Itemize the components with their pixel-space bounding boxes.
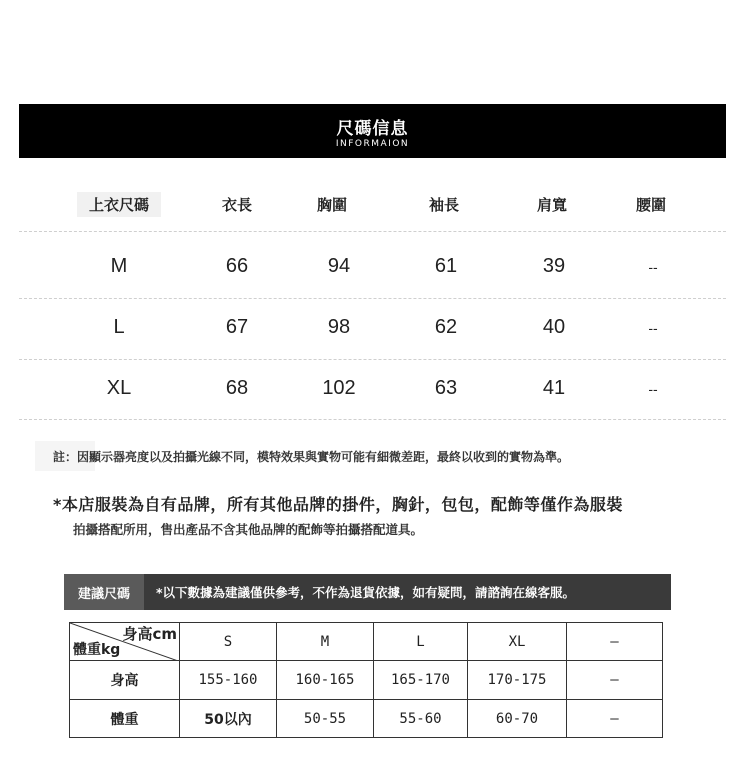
- table-cell: 41: [542, 377, 566, 399]
- table-cell: L: [113, 316, 125, 338]
- table-cell: 63: [434, 377, 458, 399]
- column-header: 衣長: [221, 195, 252, 214]
- table-cell: 155-160: [179, 660, 277, 700]
- recommendation-table: [69, 622, 663, 738]
- corner-top-label: 身高cm: [122, 625, 177, 643]
- table-cell: 39: [542, 255, 566, 277]
- row-label-cell: 身高: [69, 660, 180, 700]
- column-header: 肩寬: [536, 195, 567, 214]
- page-title: 尺碼信息: [336, 119, 409, 139]
- brand-notice-line2: 拍攝搭配所用，售出產品不含其他品牌的配飾等拍攝搭配道具。: [73, 522, 424, 537]
- table-cell: 68: [225, 377, 249, 399]
- table-cell: 61: [434, 255, 458, 277]
- table-cell: --: [648, 258, 658, 275]
- brand-notice-line1: *本店服裝為自有品牌，所有其他品牌的掛件，胸針，包包，配飾等僅作為服裝: [53, 495, 623, 514]
- table-cell: XL: [106, 377, 132, 399]
- table-cell: 60-70: [467, 699, 567, 738]
- table-cell: 165-170: [373, 660, 468, 700]
- column-header: 腰圍: [635, 195, 666, 214]
- column-header: 胸圍: [316, 195, 347, 214]
- disclaimer-note: 註：因顯示器亮度以及拍攝光線不同，模特效果與實物可能有細微差距，最終以收到的實物為準。: [53, 450, 570, 464]
- table-row: [19, 358, 726, 419]
- divider: [19, 419, 726, 420]
- divider: [19, 231, 726, 232]
- page-subtitle: INFORMAION: [335, 139, 410, 149]
- table-cell: 98: [327, 316, 351, 338]
- table-cell: --: [648, 319, 658, 336]
- table-row: [19, 236, 726, 297]
- size-header-cell: M: [276, 622, 374, 661]
- table-cell: 160-165: [276, 660, 374, 700]
- corner-bottom-label: 體重kg: [73, 642, 121, 658]
- table-cell: --: [648, 380, 658, 397]
- table-cell: 50以內: [179, 699, 277, 738]
- table-cell: M: [110, 255, 128, 277]
- table-cell: 55-60: [373, 699, 468, 738]
- table-cell: 94: [327, 255, 351, 277]
- recommendation-text: *以下數據為建議僅供參考，不作為退貨依據，如有疑問，請諮詢在線客服。: [156, 585, 576, 600]
- size-header-cell: –: [566, 622, 663, 661]
- table-cell: 170-175: [467, 660, 567, 700]
- row-label-cell: 體重: [69, 699, 180, 738]
- table-cell: –: [566, 660, 663, 700]
- header-bar: [19, 104, 726, 158]
- table-cell: 67: [225, 316, 249, 338]
- table-row: [19, 297, 726, 358]
- size-header-cell: S: [179, 622, 277, 661]
- table-cell: –: [566, 699, 663, 738]
- table-cell: 40: [542, 316, 566, 338]
- table-cell: 102: [322, 377, 356, 399]
- table-cell: 66: [225, 255, 249, 277]
- size-header-cell: L: [373, 622, 468, 661]
- table-cell: 50-55: [276, 699, 374, 738]
- size-table-header: [19, 180, 726, 228]
- size-header-cell: XL: [467, 622, 567, 661]
- recommendation-bar: [64, 574, 671, 610]
- table-cell: 62: [434, 316, 458, 338]
- column-header: 上衣尺碼: [69, 180, 169, 228]
- recommendation-label: 建議尺碼: [64, 574, 144, 610]
- corner-header-cell: [69, 622, 180, 661]
- column-header: 袖長: [428, 195, 459, 214]
